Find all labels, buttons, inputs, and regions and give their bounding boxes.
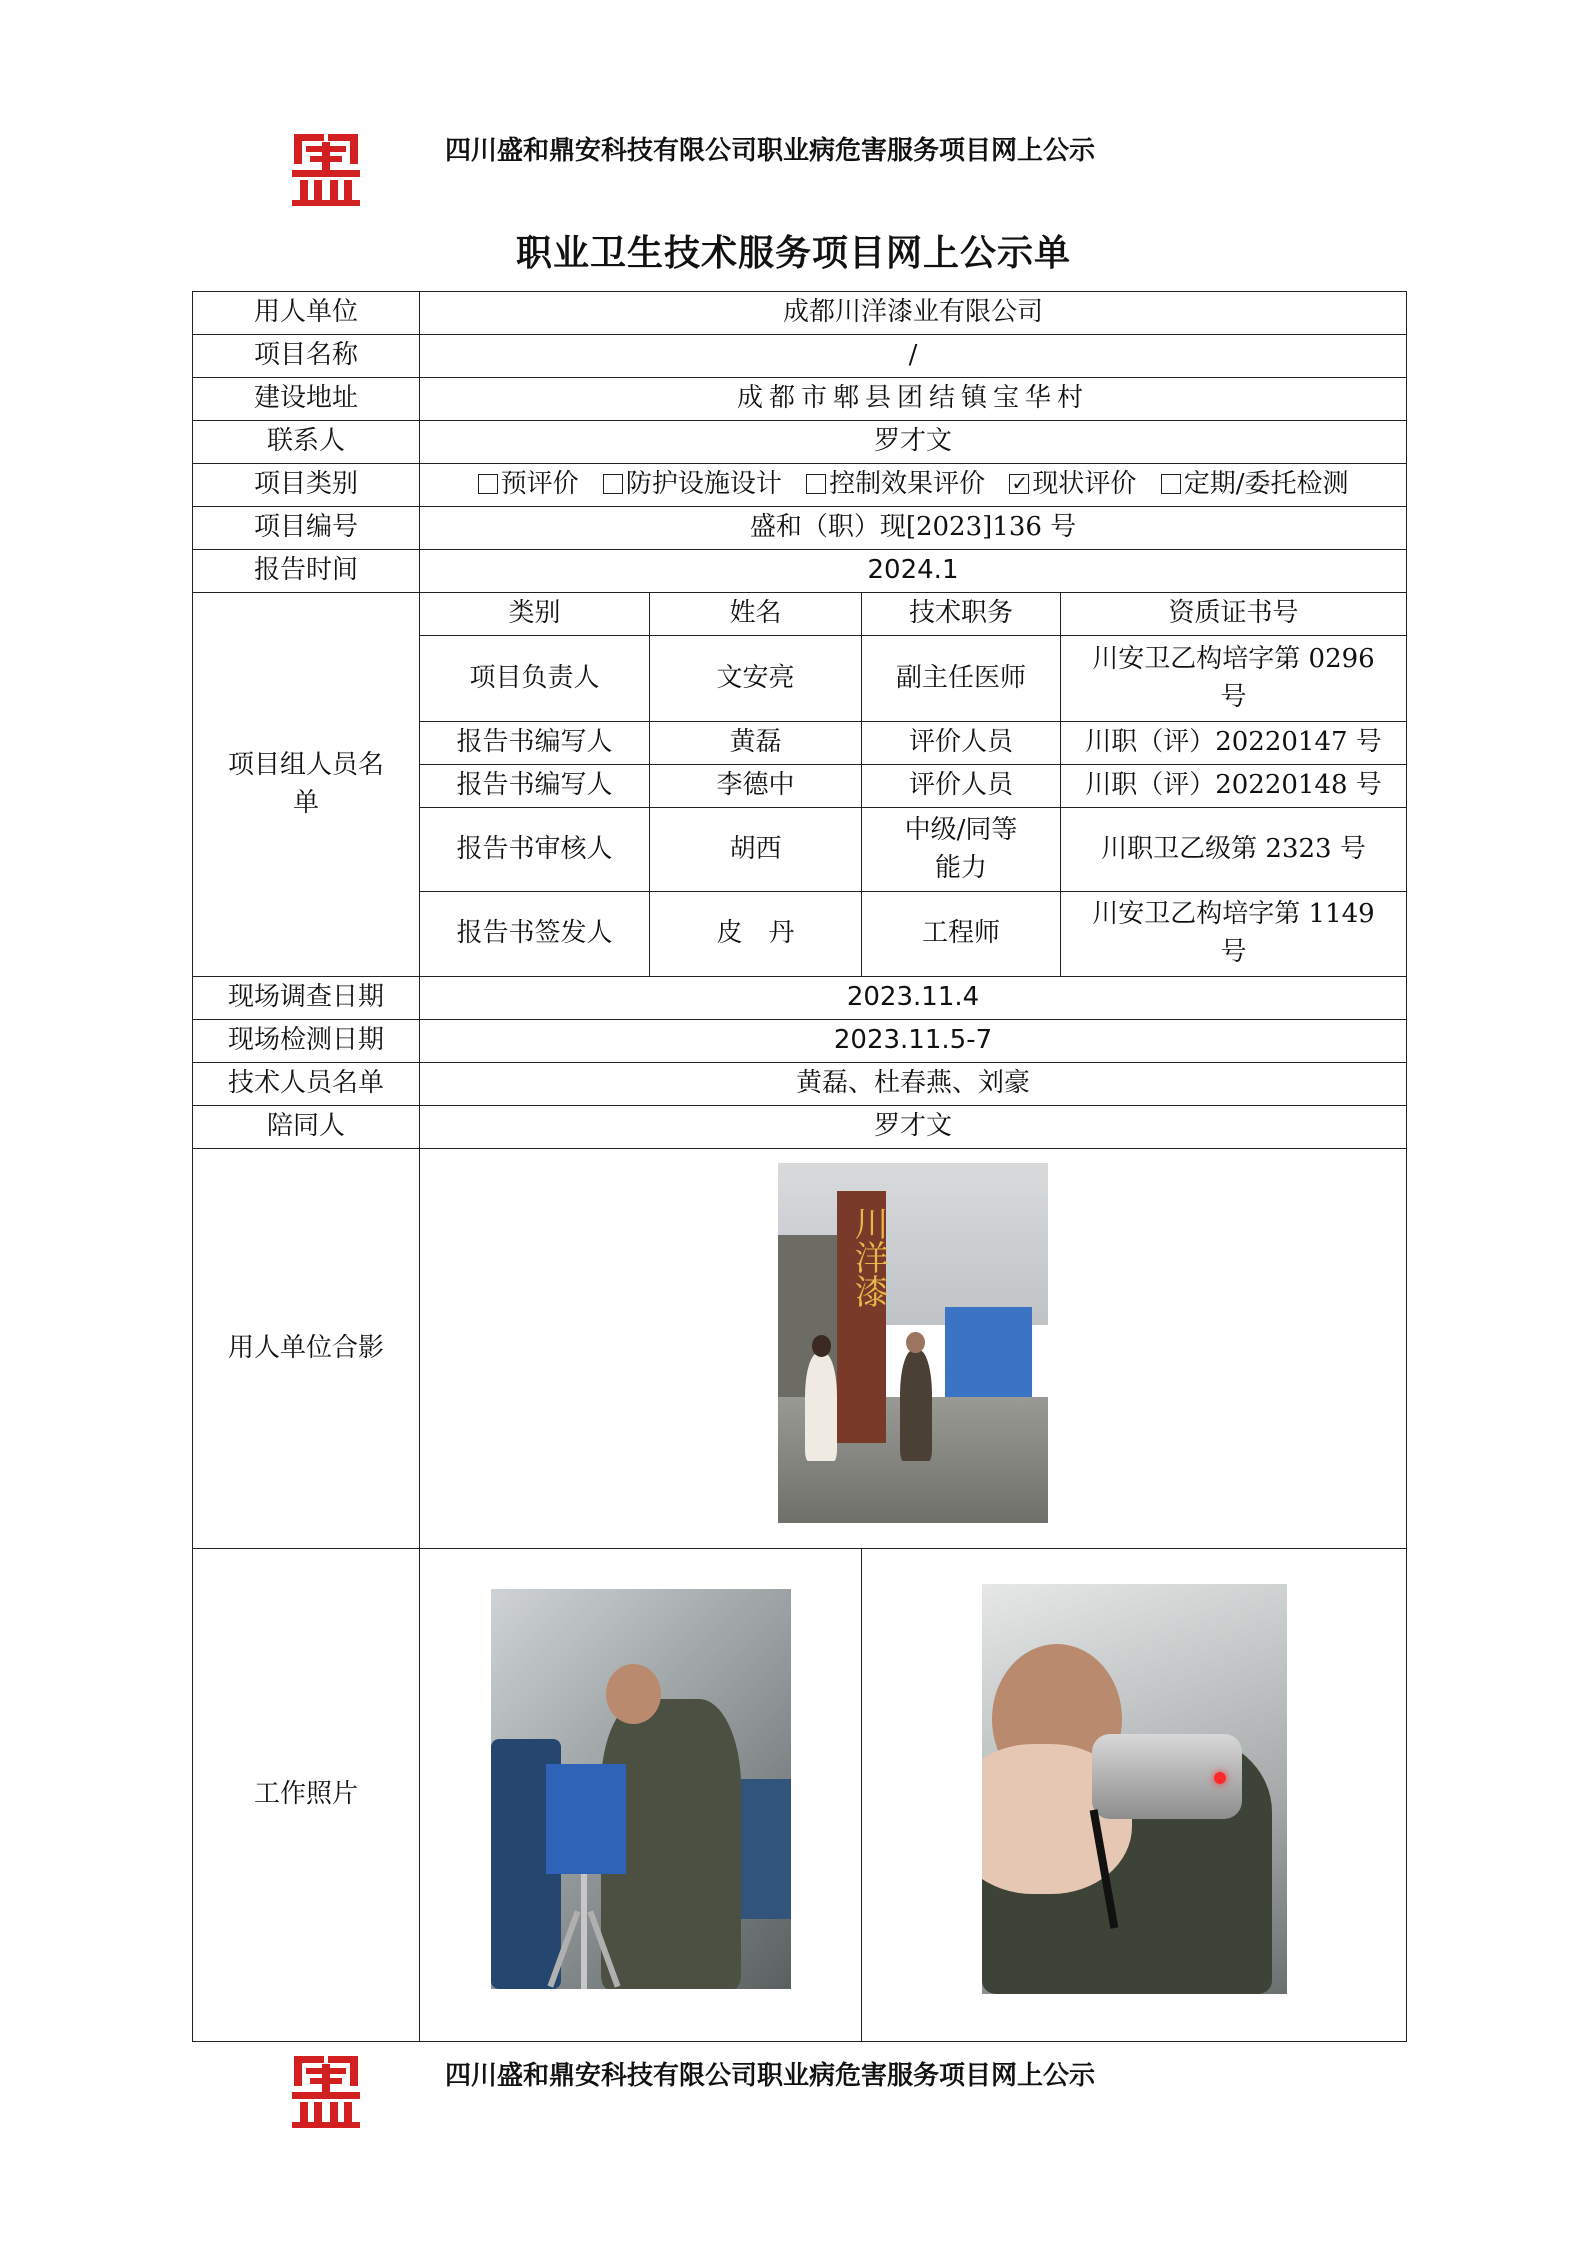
row-category xyxy=(193,464,1407,507)
team-name: 文安亮 xyxy=(650,636,862,722)
team-cert: 川职（评）20220147 号 xyxy=(1061,722,1407,765)
team-title: 评价人员 xyxy=(862,722,1061,765)
row-escort xyxy=(193,1106,1407,1149)
team-cert: 川职（评）20220148 号 xyxy=(1061,765,1407,808)
category-option-pre[interactable]: 预评价 xyxy=(478,466,579,504)
row-group-photo xyxy=(193,1149,1407,1549)
team-header-cert: 资质证书号 xyxy=(1061,593,1407,636)
row-address xyxy=(193,378,1407,421)
group-photo-cell xyxy=(420,1149,1407,1549)
work-photo-cell-2 xyxy=(862,1549,1407,2042)
checkbox-checked-icon[interactable] xyxy=(1009,474,1029,494)
row-project-no xyxy=(193,507,1407,550)
team-header-name: 姓名 xyxy=(650,593,862,636)
footer-company-line: 四川盛和鼎安科技有限公司职业病危害服务项目网上公示 xyxy=(445,2061,1096,2091)
group-photo xyxy=(778,1163,1048,1523)
label-category: 项目类别 xyxy=(193,464,420,507)
team-name: 李德中 xyxy=(650,765,862,808)
label-report-time: 报告时间 xyxy=(193,550,420,593)
team-name: 皮 丹 xyxy=(650,892,862,977)
label-group-photo: 用人单位合影 xyxy=(193,1149,420,1549)
row-employer xyxy=(193,292,1407,335)
row-survey-date xyxy=(193,977,1407,1020)
work-photo-dosimeter xyxy=(982,1584,1287,1994)
checkbox-icon[interactable] xyxy=(478,474,498,494)
page-header xyxy=(0,0,1587,210)
label-survey-date: 现场调查日期 xyxy=(193,977,420,1020)
checkbox-icon[interactable] xyxy=(603,474,623,494)
label-escort: 陪同人 xyxy=(193,1106,420,1149)
category-option-design[interactable]: 防护设施设计 xyxy=(603,466,782,504)
label-work-photos: 工作照片 xyxy=(193,1549,420,2042)
value-employer: 成都川洋漆业有限公司 xyxy=(420,292,1407,335)
row-project-name xyxy=(193,335,1407,378)
team-name: 胡西 xyxy=(650,808,862,892)
value-contact: 罗才文 xyxy=(420,421,1407,464)
row-technicians xyxy=(193,1063,1407,1106)
label-employer: 用人单位 xyxy=(193,292,420,335)
row-work-photos xyxy=(193,1549,1407,2042)
value-technicians: 黄磊、杜春燕、刘豪 xyxy=(420,1063,1407,1106)
team-cert: 川安卫乙构培字第 1149 号 xyxy=(1061,892,1407,977)
category-option-control[interactable]: 控制效果评价 xyxy=(806,466,985,504)
team-header-title: 技术职务 xyxy=(862,593,1061,636)
team-role: 项目负责人 xyxy=(420,636,650,722)
sheng-seal-icon xyxy=(288,130,364,208)
team-header-row xyxy=(193,593,1407,636)
value-address: 成都市郫县团结镇宝华村 xyxy=(420,378,1407,421)
row-test-date xyxy=(193,1020,1407,1063)
value-survey-date: 2023.11.4 xyxy=(420,977,1407,1020)
team-title: 工程师 xyxy=(862,892,1061,977)
category-options xyxy=(420,464,1407,507)
team-header-role: 类别 xyxy=(420,593,650,636)
row-contact xyxy=(193,421,1407,464)
team-role: 报告书编写人 xyxy=(420,722,650,765)
value-project-name: / xyxy=(420,335,1407,378)
label-address: 建设地址 xyxy=(193,378,420,421)
label-project-no: 项目编号 xyxy=(193,507,420,550)
checkbox-icon[interactable] xyxy=(806,474,826,494)
label-contact: 联系人 xyxy=(193,421,420,464)
value-test-date: 2023.11.5-7 xyxy=(420,1020,1407,1063)
row-report-time xyxy=(193,550,1407,593)
category-option-periodic[interactable]: 定期/委托检测 xyxy=(1161,466,1349,504)
team-role: 报告书审核人 xyxy=(420,808,650,892)
label-technicians: 技术人员名单 xyxy=(193,1063,420,1106)
team-cert: 川职卫乙级第 2323 号 xyxy=(1061,808,1407,892)
team-title: 评价人员 xyxy=(862,765,1061,808)
team-role: 报告书签发人 xyxy=(420,892,650,977)
work-photo-cell-1 xyxy=(420,1549,862,2042)
sheng-seal-icon xyxy=(288,2052,364,2130)
label-project-name: 项目名称 xyxy=(193,335,420,378)
value-project-no: 盛和（职）现[2023]136 号 xyxy=(420,507,1407,550)
category-option-status[interactable]: ✓ 现状评价 xyxy=(1009,466,1136,504)
work-photo-sampling xyxy=(491,1589,791,1989)
gate-sign-text: 川洋漆 xyxy=(848,1205,889,1308)
label-team: 项目组人员名单 xyxy=(193,593,420,977)
page-title: 职业卫生技术服务项目网上公示单 xyxy=(515,232,1071,274)
company-line: 四川盛和鼎安科技有限公司职业病危害服务项目网上公示 xyxy=(445,136,1096,166)
team-cert: 川安卫乙构培字第 0296 号 xyxy=(1061,636,1407,722)
team-title: 副主任医师 xyxy=(862,636,1061,722)
value-escort: 罗才文 xyxy=(420,1106,1407,1149)
indicator-led-icon xyxy=(1214,1772,1226,1784)
team-title: 中级/同等能力 xyxy=(862,808,1061,892)
team-name: 黄磊 xyxy=(650,722,862,765)
team-role: 报告书编写人 xyxy=(420,765,650,808)
disclosure-table xyxy=(192,291,1407,2042)
label-test-date: 现场检测日期 xyxy=(193,1020,420,1063)
checkbox-icon[interactable] xyxy=(1161,474,1181,494)
value-report-time: 2024.1 xyxy=(420,550,1407,593)
